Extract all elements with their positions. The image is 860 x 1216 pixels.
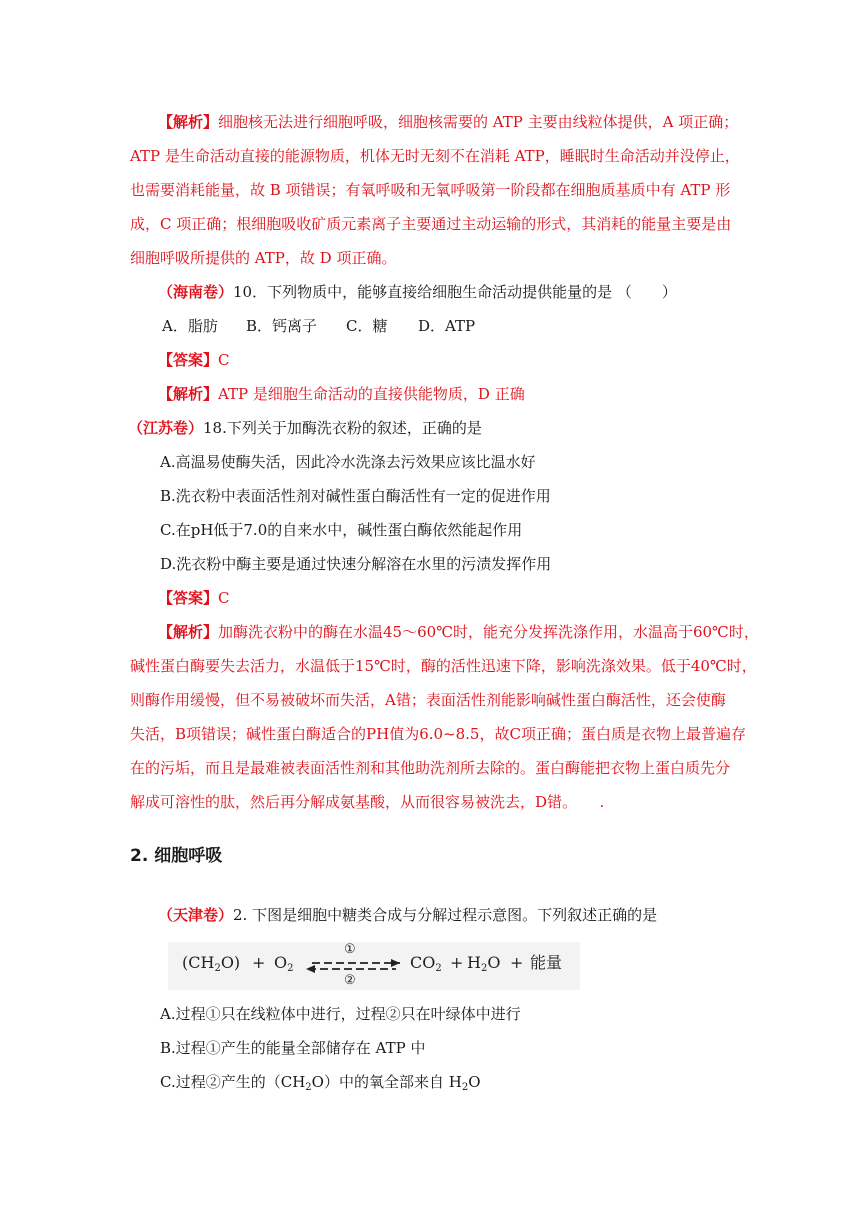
q9-analysis-line-5: 细胞呼吸所提供的 ATP，故 D 项正确。 [130,249,397,267]
analysis-tag: 【解析】 [158,113,219,131]
equation-plus-2: + [450,953,464,972]
q18-option-d: D.洗衣粉中酶主要是通过快速分解溶在水里的污渍发挥作用 [160,555,552,573]
equation-o2: $O_2$ [274,953,294,974]
q2-option-a: A.过程①只在线粒体中进行，过程②只在叶绿体中进行 [160,1005,521,1023]
q10-answer: 【答案】C [158,351,230,369]
q18-stem: （江苏卷）18.下列关于加酶洗衣粉的叙述，正确的是 [128,419,482,437]
equation-co2: $CO_2$ [410,953,442,974]
q18-analysis-line-6: 解成可溶性的肽，然后再分解成氨基酸，从而很容易被洗去，D错。 . [130,793,605,811]
q9-analysis-line-4: 成，C 项正确；根细胞吸收矿质元素离子主要通过主动运输的形式，其消耗的能量主要是由 [130,215,732,233]
q2-option-c: C.过程②产生的$(CH_2O)$中的氧全部来自 $H_2O$ [160,1073,481,1093]
q2-option-b: B.过程①产生的能量全部储存在 ATP 中 [160,1039,426,1057]
q2-source: （天津卷） [158,906,234,924]
equation-h2o: $H_2O$ [467,953,501,974]
q18-option-c: C.在pH低于7.0的自来水中，碱性蛋白酶依然能起作用 [160,521,523,539]
q18-source: （江苏卷） [128,419,204,437]
q18-answer-value: C [218,589,230,607]
q10-option-b: B．钙离子 [246,317,318,335]
equation-energy: 能量 [530,953,563,972]
q18-analysis-line-1: 【解析】加酶洗衣粉中的酶在水温45～60℃时，能充分发挥洗涤作用，水温高于60℃时， [158,623,759,641]
double-arrow-icon [306,959,402,973]
equation-plus-3: + [510,953,524,972]
q2-stem: （天津卷）2. 下图是细胞中糖类合成与分解过程示意图。下列叙述正确的是 [158,906,658,924]
q10-options [162,316,475,336]
q10-analysis: 【解析】ATP 是细胞生命活动的直接供能物质，D 正确 [158,385,525,403]
q18-analysis-line-2: 碱性蛋白酶要失去活力，水温低于15℃时，酶的活性迅速下降，影响洗涤效果。低于40℃时， [130,657,757,675]
process-1-label: ① [344,942,356,957]
q10-option-d: D．ATP [418,317,476,335]
equation-plus-1: + [252,953,266,972]
q9-analysis-line-2: ATP 是生命活动直接的能源物质，机体无时无刻不在消耗 ATP，睡眠时生命活动并没停止， [130,147,740,165]
q10-stem: （海南卷）10．下列物质中，能够直接给细胞生命活动提供能量的是 （ ） [158,283,677,301]
q18-answer: 【答案】C [158,589,230,607]
q18-option-b: B.洗衣粉中表面活性剂对碱性蛋白酶活性有一定的促进作用 [160,487,551,505]
q10-source: （海南卷） [158,283,234,301]
q18-analysis-line-3: 则酶作用缓慢，但不易被破坏而失活，A错；表面活性剂能影响碱性蛋白酶活性，还会使酶 [130,691,726,709]
section-heading: 2. 细胞呼吸 [130,846,223,866]
equation-left: $(CH_2O)$ [182,953,241,974]
process-2-label: ② [344,973,356,988]
q18-analysis-line-4: 失活，B项错误；碱性蛋白酶适合的PH值为6.0~8.5，故C项正确；蛋白质是衣物上最普遍存 [130,725,746,743]
q9-analysis-line-3: 也需要消耗能量，故 B 项错误；有氧呼吸和无氧呼吸第一阶段都在细胞质基质中有 ATP 形 [130,181,731,199]
q18-option-a: A.高温易使酶失活，因此冷水洗涤去污效果应该比温水好 [160,453,536,471]
reaction-equation-figure [168,942,580,990]
q10-option-a: A．脂肪 [162,317,218,335]
q10-answer-value: C [218,351,230,369]
q9-analysis-line-1: 【解析】细胞核无法进行细胞呼吸，细胞核需要的 ATP 主要由线粒体提供，A 项正确； [158,113,739,131]
q18-analysis-line-5: 在的污垢，而且是最难被表面活性剂和其他助洗剂所去除的。蛋白酶能把衣物上蛋白质先分 [130,759,731,777]
q10-option-c: C．糖 [346,317,388,335]
